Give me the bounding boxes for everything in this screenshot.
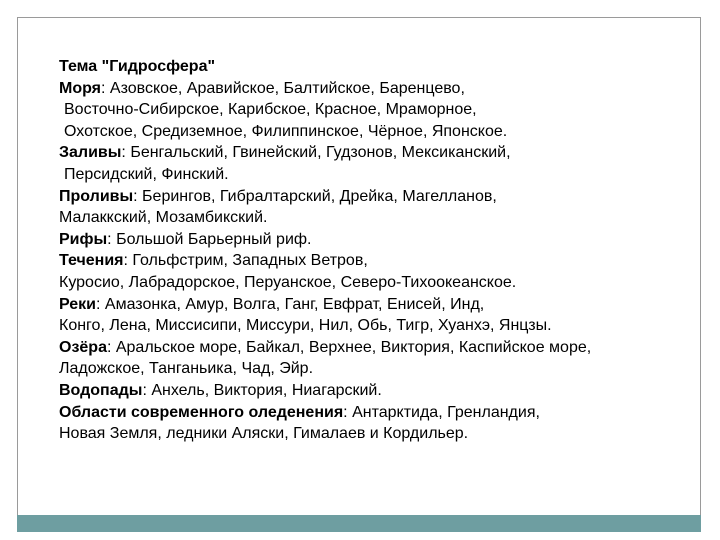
slide-title: Тема "Гидросфера" — [59, 58, 216, 75]
lakes-line-2: Ладожское, Танганьика, Чад, Эйр. — [59, 360, 314, 378]
waterfalls-line-1 — [59, 380, 699, 402]
lakes-label: Озёра — [59, 338, 107, 356]
rivers-text-1: : Амазонка, Амур, Волга, Ганг, Евфрат, Енисей, Инд, — [96, 295, 485, 313]
seas-line-1 — [59, 78, 699, 100]
glaciation-line-1 — [59, 402, 699, 424]
glaciation-label: Области современного оледенения — [59, 403, 344, 421]
rivers-label: Реки — [59, 295, 97, 313]
straits-line-2: Малаккский, Мозамбикский. — [59, 209, 268, 227]
slide-content — [59, 56, 699, 445]
seas-text-1: : Азовское, Аравийское, Балтийское, Баренцево, — [101, 79, 465, 97]
gulfs-line-1 — [59, 142, 699, 164]
slide-bottom-bar — [17, 515, 701, 532]
seas-line-2: Восточно-Сибирское, Карибское, Красное, Мраморное, — [64, 101, 477, 119]
straits-label: Проливы — [59, 187, 134, 205]
seas-line-3: Охотское, Средиземное, Филиппинское, Чёрное, Японское. — [64, 122, 508, 140]
glaciation-line-2: Новая Земля, ледники Аляски, Гималаев и Кордильер. — [59, 425, 469, 443]
gulfs-text-1: : Бенгальский, Гвинейский, Гудзонов, Мексиканский, — [121, 144, 511, 162]
reefs-text-1: : Большой Барьерный риф. — [107, 230, 312, 248]
reefs-label: Рифы — [59, 230, 108, 248]
currents-label: Течения — [59, 252, 124, 270]
straits-text-1: : Берингов, Гибралтарский, Дрейка, Магелланов, — [133, 187, 497, 205]
gulfs-line-2: Персидский, Финский. — [64, 165, 229, 183]
lakes-line-1 — [59, 337, 699, 359]
waterfalls-label: Водопады — [59, 381, 143, 399]
rivers-line-1 — [59, 294, 699, 316]
currents-line-2: Куросио, Лабрадорское, Перуанское, Северо-Тихоокеанское. — [59, 273, 517, 291]
currents-text-1: : Гольфстрим, Западных Ветров, — [123, 252, 368, 270]
currents-line-1 — [59, 250, 699, 272]
lakes-text-1: : Аральское море, Байкал, Верхнее, Виктория, Каспийское море, — [106, 338, 592, 356]
straits-line-1 — [59, 186, 699, 208]
waterfalls-text-1: : Анхель, Виктория, Ниагарский. — [142, 381, 382, 399]
gulfs-label: Заливы — [59, 144, 122, 162]
seas-label: Моря — [59, 79, 101, 97]
rivers-line-2: Конго, Лена, Миссисипи, Миссури, Нил, Обь, Тигр, Хуанхэ, Янцзы. — [59, 317, 552, 335]
glaciation-text-1: : Антарктида, Гренландия, — [343, 403, 540, 421]
reefs-line-1 — [59, 229, 699, 251]
